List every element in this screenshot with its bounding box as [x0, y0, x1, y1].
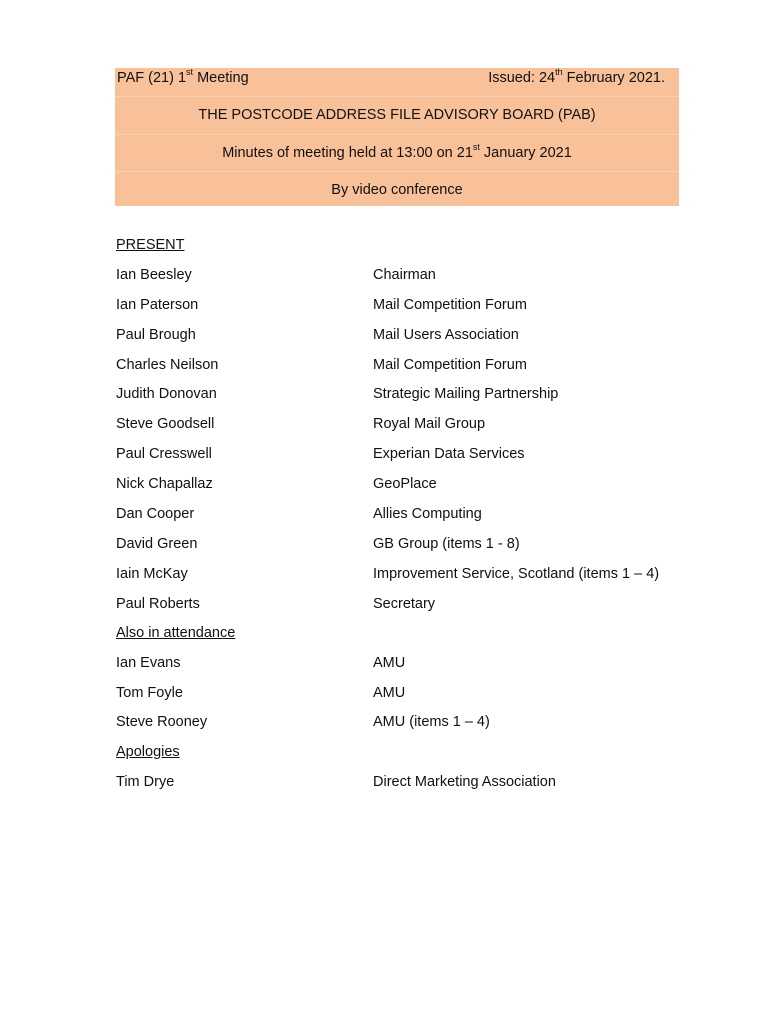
present-heading: PRESENT — [116, 237, 185, 253]
divider — [115, 171, 679, 172]
apology-name: Tim Drye — [116, 774, 175, 790]
attendee-role: Royal Mail Group — [373, 416, 486, 432]
attendee-role: AMU — [373, 685, 406, 701]
attendee-role: GB Group (items 1 - 8) — [373, 536, 520, 552]
minutes-line: Minutes of meeting held at 13:00 on 21st January 2021 — [222, 142, 572, 161]
attendee-role: Allies Computing — [373, 506, 482, 522]
attendee-name: Nick Chapallaz — [116, 476, 213, 492]
attendee-name: Paul Roberts — [116, 596, 200, 612]
divider — [115, 96, 679, 97]
attendee-role: Mail Competition Forum — [373, 297, 527, 313]
divider — [115, 134, 679, 135]
header-box — [115, 68, 679, 206]
attendee-role: AMU (items 1 – 4) — [373, 714, 490, 730]
attendee-name: Steve Goodsell — [116, 416, 215, 432]
attendee-name: Paul Cresswell — [116, 446, 212, 462]
attendee-role: Experian Data Services — [373, 446, 525, 462]
board-title: THE POSTCODE ADDRESS FILE ADVISORY BOARD (PAB) — [198, 107, 596, 123]
issued-date: Issued: 24th February 2021. — [488, 67, 665, 86]
attendee-name: Charles Neilson — [116, 357, 219, 373]
attendee-name: Iain McKay — [116, 566, 188, 582]
attendee-name: Paul Brough — [116, 327, 196, 343]
attendee-role: Strategic Mailing Partnership — [373, 386, 559, 402]
attendee-role: GeoPlace — [373, 476, 437, 492]
attendance-heading: Also in attendance — [116, 625, 236, 641]
attendee-name: Judith Donovan — [116, 386, 217, 402]
attendee-role: Mail Users Association — [373, 327, 519, 343]
attendee-name: Ian Beesley — [116, 267, 192, 283]
attendee-role: AMU — [373, 655, 406, 671]
apology-role: Direct Marketing Association — [373, 774, 556, 790]
attendee-name: Dan Cooper — [116, 506, 195, 522]
attendee-role: Improvement Service, Scotland (items 1 – 4) — [373, 566, 660, 582]
attendee-name: Steve Rooney — [116, 714, 208, 730]
attendee-name: Ian Evans — [116, 655, 181, 671]
attendee-role: Chairman — [373, 267, 436, 283]
attendee-name: Tom Foyle — [116, 685, 183, 701]
attendee-role: Secretary — [373, 596, 436, 612]
attendee-role: Mail Competition Forum — [373, 357, 527, 373]
attendee-name: David Green — [116, 536, 198, 552]
conference-line: By video conference — [331, 182, 463, 198]
apologies-heading: Apologies — [116, 744, 180, 760]
attendee-name: Ian Paterson — [116, 297, 199, 313]
meeting-reference: PAF (21) 1st Meeting — [117, 67, 249, 86]
